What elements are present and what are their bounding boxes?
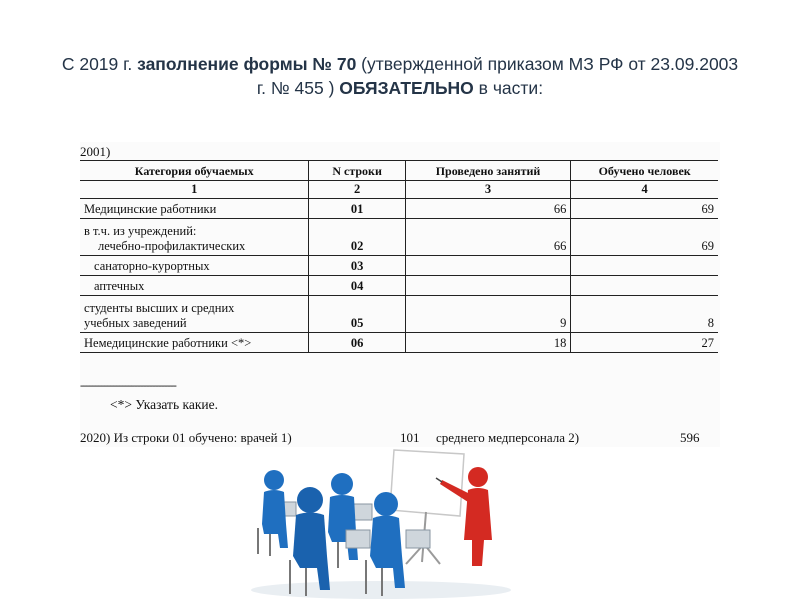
row-people: 27 [571, 333, 718, 353]
header-trained: Обучено человек [571, 161, 718, 181]
line-2020-value1: 101 [400, 430, 420, 445]
slide-title [20, 52, 780, 100]
row-category [80, 219, 309, 256]
form-70-table [80, 160, 718, 353]
row-sessions: 9 [405, 296, 571, 333]
footnote: <*> Указать какие. [110, 397, 218, 412]
col-num: 3 [405, 181, 571, 199]
line-2020-value2: 596 [680, 430, 700, 445]
table-row [80, 199, 718, 219]
title-line-1: С 2019 г. заполнение формы № 70 (утвержденной приказом МЗ РФ от 23.09.2003 [61, 54, 739, 74]
row-category-line2: лечебно-профилактических [98, 239, 246, 253]
row-code: 04 [309, 276, 405, 296]
row-category: Медицинские работники [80, 199, 309, 219]
title-line-2: г. № 455 ) ОБЯЗАТЕЛЬНО в части: [256, 78, 544, 98]
col-num: 4 [571, 181, 718, 199]
row-people: 8 [571, 296, 718, 333]
row-people [571, 276, 718, 296]
row-category-line2: учебных заведений [84, 316, 187, 330]
header-sessions: Проведено занятий [405, 161, 571, 181]
form-70-scan [80, 142, 720, 447]
table-row [80, 219, 718, 256]
row-category: санаторно-курортных [80, 256, 309, 276]
row-category-line1: в т.ч. из учреждений: [84, 224, 197, 238]
col-num: 1 [80, 181, 309, 199]
row-category-line1: студенты высших и средних [84, 301, 235, 315]
row-code: 03 [309, 256, 405, 276]
row-category: Немедицинские работники <*> [80, 333, 309, 353]
line-2020-part1: 2020) Из строки 01 обучено: врачей 1) [80, 430, 292, 445]
row-sessions: 18 [405, 333, 571, 353]
classroom-presentation-icon [246, 444, 516, 600]
header-category: Категория обучаемых [80, 161, 309, 181]
row-people: 69 [571, 199, 718, 219]
row-sessions [405, 276, 571, 296]
row-people: 69 [571, 219, 718, 256]
year-fragment: 2001) [80, 144, 111, 159]
row-category: аптечных [80, 276, 309, 296]
table-row [80, 276, 718, 296]
row-sessions [405, 256, 571, 276]
table-row [80, 256, 718, 276]
row-code: 06 [309, 333, 405, 353]
row-sessions: 66 [405, 199, 571, 219]
column-number-row [80, 181, 718, 199]
row-category [80, 296, 309, 333]
row-people [571, 256, 718, 276]
row-code: 01 [309, 199, 405, 219]
row-code: 05 [309, 296, 405, 333]
row-sessions: 66 [405, 219, 571, 256]
student-figure [324, 473, 372, 568]
line-2020-part2: среднего медперсонала 2) [436, 430, 580, 445]
table-header-row [80, 161, 718, 181]
col-num: 2 [309, 181, 405, 199]
row-code: 02 [309, 219, 405, 256]
footnote-separator: -------------------------------- [80, 378, 176, 392]
table-row [80, 296, 718, 333]
table-row [80, 333, 718, 353]
student-figure [258, 470, 296, 556]
header-row-number: N строки [309, 161, 405, 181]
